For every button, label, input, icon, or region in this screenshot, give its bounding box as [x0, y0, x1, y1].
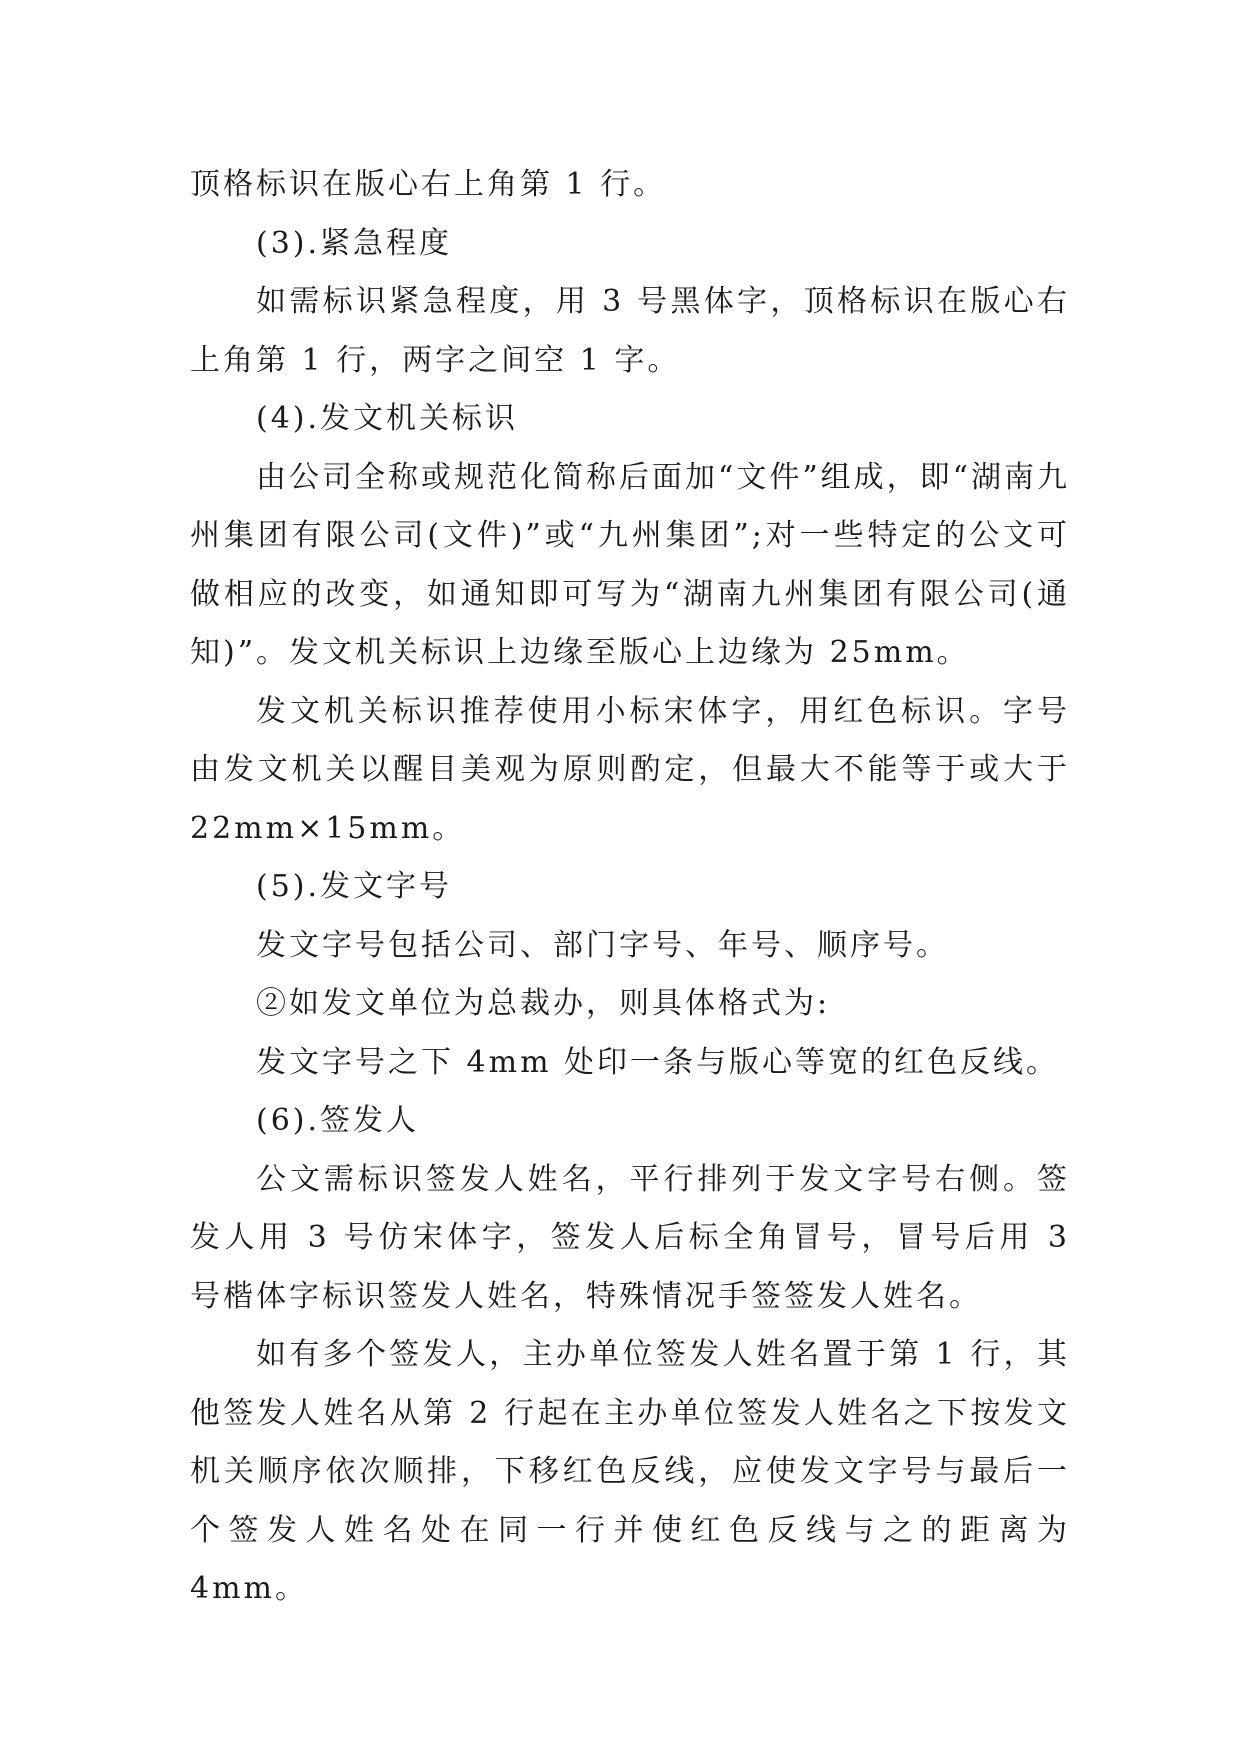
- paragraph-issuer-font: 发文机关标识推荐使用小标宋体字，用红色标识。字号由发文机关以醒目美观为原则酌定，但最大不能等于或大于 22mm×15mm。: [190, 693, 1070, 846]
- paragraph-red-line: 发文字号之下 4mm 处印一条与版心等宽的红色反线。: [256, 1044, 1060, 1080]
- section-heading-issuer-mark: (4).发文机关标识: [256, 401, 519, 436]
- paragraph-issuer-mark: 由公司全称或规范化简称后面加“文件”组成，即“湖南九州集团有限公司(文件)”或“九州集团”;对一些特定的公文可做相应的改变，如通知即可写为“湖南九州集团有限公司(通知)”。发文机关标识上边缘至版心上边缘为 25mm。: [190, 459, 1071, 670]
- section-heading-urgency: (3).紧急程度: [256, 225, 453, 261]
- paragraph-urgency: 如需标识紧急程度，用 3 号黑体字，顶格标识在版心右上角第 1 行，两字之间空 1 字。: [190, 284, 1070, 378]
- section-heading-document-number: (5).发文字号: [256, 869, 453, 904]
- paragraph-document-number: 发文字号包括公司、部门字号、年号、顺序号。: [256, 927, 949, 963]
- paragraph-multiple-signers: 如有多个签发人，主办单位签发人姓名置于第 1 行，其他签发人姓名从第 2 行起在主办单位签发人姓名之下按发文机关顺序依次顺排，下移红色反线，应使发文字号与最后一个签发人姓名处在同一行并使红色反线与之的距离为 4mm。: [190, 1337, 1070, 1606]
- document-body: [190, 156, 1070, 1619]
- paragraph-signer: 公文需标识签发人姓名，平行排列于发文字号右侧。签发人用 3 号仿宋体字，签发人后标全角冒号，冒号后用 3 号楷体字标识签发人姓名，特殊情况手签签发人姓名。: [190, 1161, 1070, 1314]
- paragraph-continued: 顶格标识在版心右上角第 1 行。: [190, 167, 667, 202]
- paragraph-format-note: ②如发文单位为总裁办，则具体格式为:: [256, 986, 831, 1021]
- section-heading-signer: (6).签发人: [256, 1103, 420, 1138]
